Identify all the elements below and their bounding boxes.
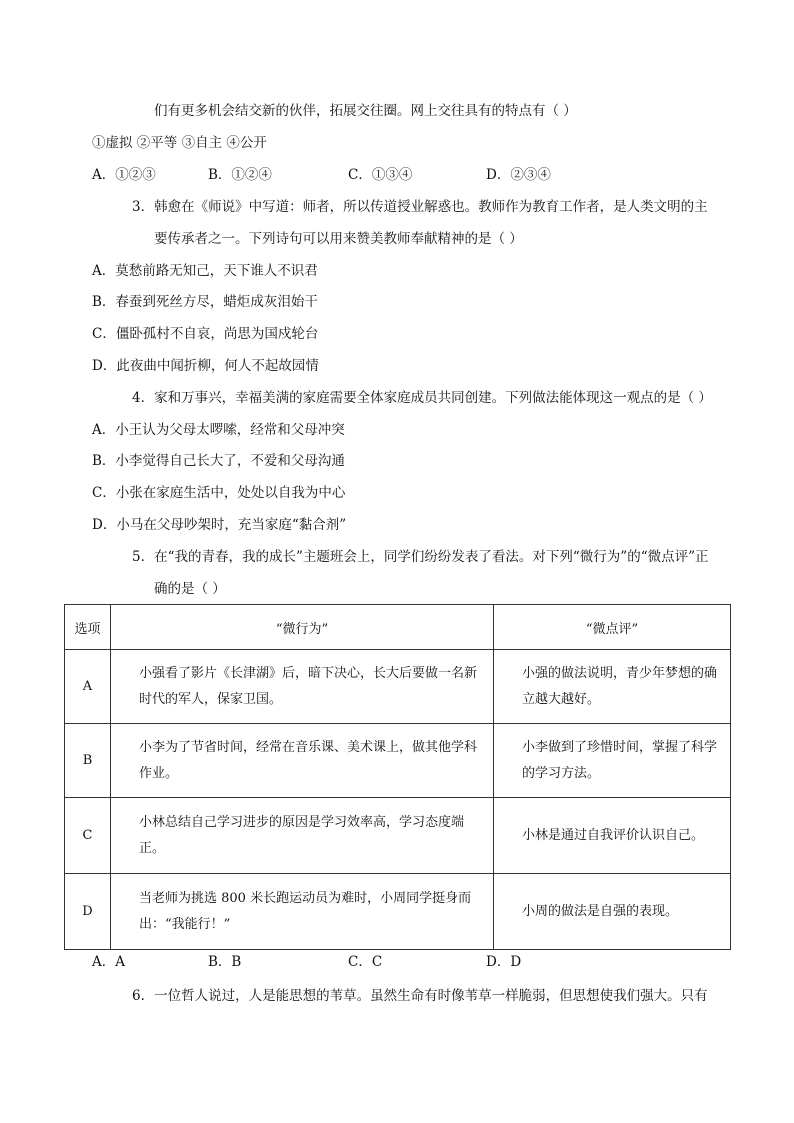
table-row — [65, 874, 731, 950]
row-label: A — [65, 650, 111, 724]
row-behavior: 小李为了节省时间，经常在音乐课、美术课上，做其他学科作业。 — [111, 724, 494, 798]
q5-stem-line1: 5．在“我的青春，我的成长”主题班会上，同学们纷纷发表了看法。对下列“微行为”的“微点评”正 — [132, 549, 709, 565]
q5-table — [64, 604, 731, 950]
table-row — [65, 724, 731, 798]
q4-stem: 4．家和万事兴，幸福美满的家庭需要全体家庭成员共同创建。下列做法能体现这一观点的是（ ） — [132, 390, 712, 406]
table-row — [65, 650, 731, 724]
q3-option-c: C．僵卧孤村不自哀，尚思为国戍轮台 — [92, 326, 319, 342]
q2-option-d: D．②③④ — [486, 167, 551, 183]
q2-items: ①虚拟 ②平等 ③自主 ④公开 — [92, 135, 267, 151]
row-behavior: 小强看了影片《长津湖》后，暗下决心，长大后要做一名新时代的军人，保家卫国。 — [111, 650, 494, 724]
table-row — [65, 798, 731, 874]
q2-option-c: C．①③④ — [348, 167, 413, 183]
row-behavior: 当老师为挑选 800 米长跑运动员为难时，小周同学挺身而出：“我能行！” — [111, 874, 494, 950]
row-comment: 小李做到了珍惜时间，掌握了科学的学习方法。 — [494, 724, 731, 798]
q5-stem-line2: 确的是（ ） — [154, 581, 226, 597]
q5-option-a: A．A — [92, 954, 125, 970]
header-behavior: “微行为” — [111, 605, 494, 650]
row-behavior: 小林总结自己学习进步的原因是学习效率高，学习态度端正。 — [111, 798, 494, 874]
q2-option-a: A．①②③ — [92, 167, 156, 183]
table-header-row — [65, 605, 731, 650]
q3-stem-line2: 要传承者之一。下列诗句可以用来赞美教师奉献精神的是（ ） — [154, 231, 523, 247]
header-comment: “微点评” — [494, 605, 731, 650]
q4-option-a: A．小王认为父母太啰嗦，经常和父母冲突 — [92, 422, 345, 438]
row-label: C — [65, 798, 111, 874]
q5-option-d: D．D — [486, 954, 522, 970]
q4-option-c: C．小张在家庭生活中，处处以自我为中心 — [92, 485, 346, 501]
q2-option-b: B．①②④ — [208, 167, 272, 183]
header-option: 选项 — [65, 605, 111, 650]
q3-option-b: B．春蚕到死丝方尽，蜡炬成灰泪始干 — [92, 294, 318, 310]
row-comment: 小林是通过自我评价认识自己。 — [494, 798, 731, 874]
row-label: D — [65, 874, 111, 950]
q5-option-b: B．B — [208, 954, 242, 970]
row-comment: 小周的做法是自强的表现。 — [494, 874, 731, 950]
row-label: B — [65, 724, 111, 798]
q3-option-a: A．莫愁前路无知己，天下谁人不识君 — [92, 263, 318, 279]
q3-option-d: D．此夜曲中闻折柳，何人不起故园情 — [92, 358, 319, 374]
q3-stem-line1: 3．韩愈在《师说》中写道：师者，所以传道授业解惑也。教师作为教育工作者，是人类文明的主 — [132, 199, 708, 215]
q6-stem-line1: 6．一位哲人说过，人是能思想的苇草。虽然生命有时像苇草一样脆弱，但思想使我们强大。只有 — [132, 988, 708, 1004]
q5-option-c: C．C — [348, 954, 383, 970]
q4-option-b: B．小李觉得自己长大了，不爱和父母沟通 — [92, 453, 345, 469]
q4-option-d: D．小马在父母吵架时，充当家庭“黏合剂” — [92, 517, 347, 533]
q2-stem-tail: 们有更多机会结交新的伙伴，拓展交往圈。网上交往具有的特点有（ ） — [154, 103, 577, 119]
q2-options — [92, 166, 551, 184]
row-comment: 小强的做法说明，青少年梦想的确立越大越好。 — [494, 650, 731, 724]
q5-options — [92, 953, 521, 971]
